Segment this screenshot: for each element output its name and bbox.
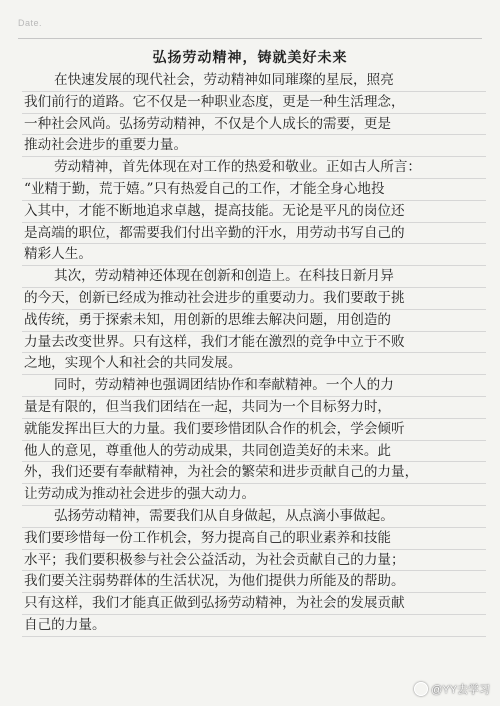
watermark <box>414 681 490 697</box>
essay-line: 在快速发展的现代社会，劳动精神如同璀璨的星辰，照亮 <box>22 70 486 92</box>
essay-line: 之地，实现个人和社会的共同发展。 <box>22 353 486 375</box>
essay-line: 精彩人生。 <box>22 244 486 266</box>
essay-line: 我们前行的道路。它不仅是一种职业态度，更是一种生活理念， <box>22 92 486 114</box>
essay-line: 让劳动成为推动社会进步的强大动力。 <box>22 484 486 506</box>
essay-line: 劳动精神，首先体现在对工作的热爱和敬业。正如古人所言： <box>22 157 486 179</box>
essay-line: 弘扬劳动精神，需要我们从自身做起，从点滴小事做起。 <box>22 506 486 528</box>
essay-line: 力量去改变世界。只有这样，我们才能在激烈的竞争中立于不败 <box>22 332 486 354</box>
essay-line: 一种社会风尚。弘扬劳动精神，不仅是个人成长的需要，更是 <box>22 114 486 136</box>
essay-line: 他人的意见，尊重他人的劳动成果，共同创造美好的未来。此 <box>22 441 486 463</box>
watermark-text: @YY去学习 <box>431 684 490 696</box>
essay-line: 就能发挥出巨大的力量。我们要珍惜团队合作的机会，学会倾听 <box>22 419 486 441</box>
watermark-logo-icon <box>414 682 428 696</box>
essay-line: 是高端的职位，都需要我们付出辛勤的汗水，用劳动书写自己的 <box>22 223 486 245</box>
essay-body <box>22 70 486 637</box>
essay-line: 其次，劳动精神还体现在创新和创造上。在科技日新月异 <box>22 266 486 288</box>
essay-line: 战传统，勇于探索未知，用创新的思维去解决问题，用创造的 <box>22 310 486 332</box>
essay-line: 只有这样，我们才能真正做到弘扬劳动精神，为社会的发展贡献 <box>22 593 486 615</box>
essay-line: 我们要关注弱势群体的生活状况，为他们提供力所能及的帮助。 <box>22 571 486 593</box>
essay-line: 的今天，创新已经成为推动社会进步的重要动力。我们要敢于挑 <box>22 288 486 310</box>
essay-line: 推动社会进步的重要力量。 <box>22 135 486 157</box>
essay-line: 我们要珍惜每一份工作机会，努力提高自己的职业素养和技能 <box>22 528 486 550</box>
essay-line: 量是有限的，但当我们团结在一起，共同为一个目标努力时， <box>22 397 486 419</box>
essay-line: 入其中，才能不断地追求卓越，提高技能。无论是平凡的岗位还 <box>22 201 486 223</box>
essay-title: 弘扬劳动精神，铸就美好未来 <box>152 50 348 66</box>
essay-line: 自己的力量。 <box>22 615 486 637</box>
date-label: Date. <box>18 18 43 28</box>
essay-line: 水平；我们要积极参与社会公益活动，为社会贡献自己的力量； <box>22 550 486 572</box>
essay-line: 同时，劳动精神也强调团结协作和奉献精神。一个人的力 <box>22 375 486 397</box>
essay-line: 外，我们还要有奉献精神，为社会的繁荣和进步贡献自己的力量， <box>22 462 486 484</box>
date-divider <box>18 38 482 39</box>
essay-line: “业精于勤，荒于嬉。”只有热爱自己的工作，才能全身心地投 <box>22 179 486 201</box>
